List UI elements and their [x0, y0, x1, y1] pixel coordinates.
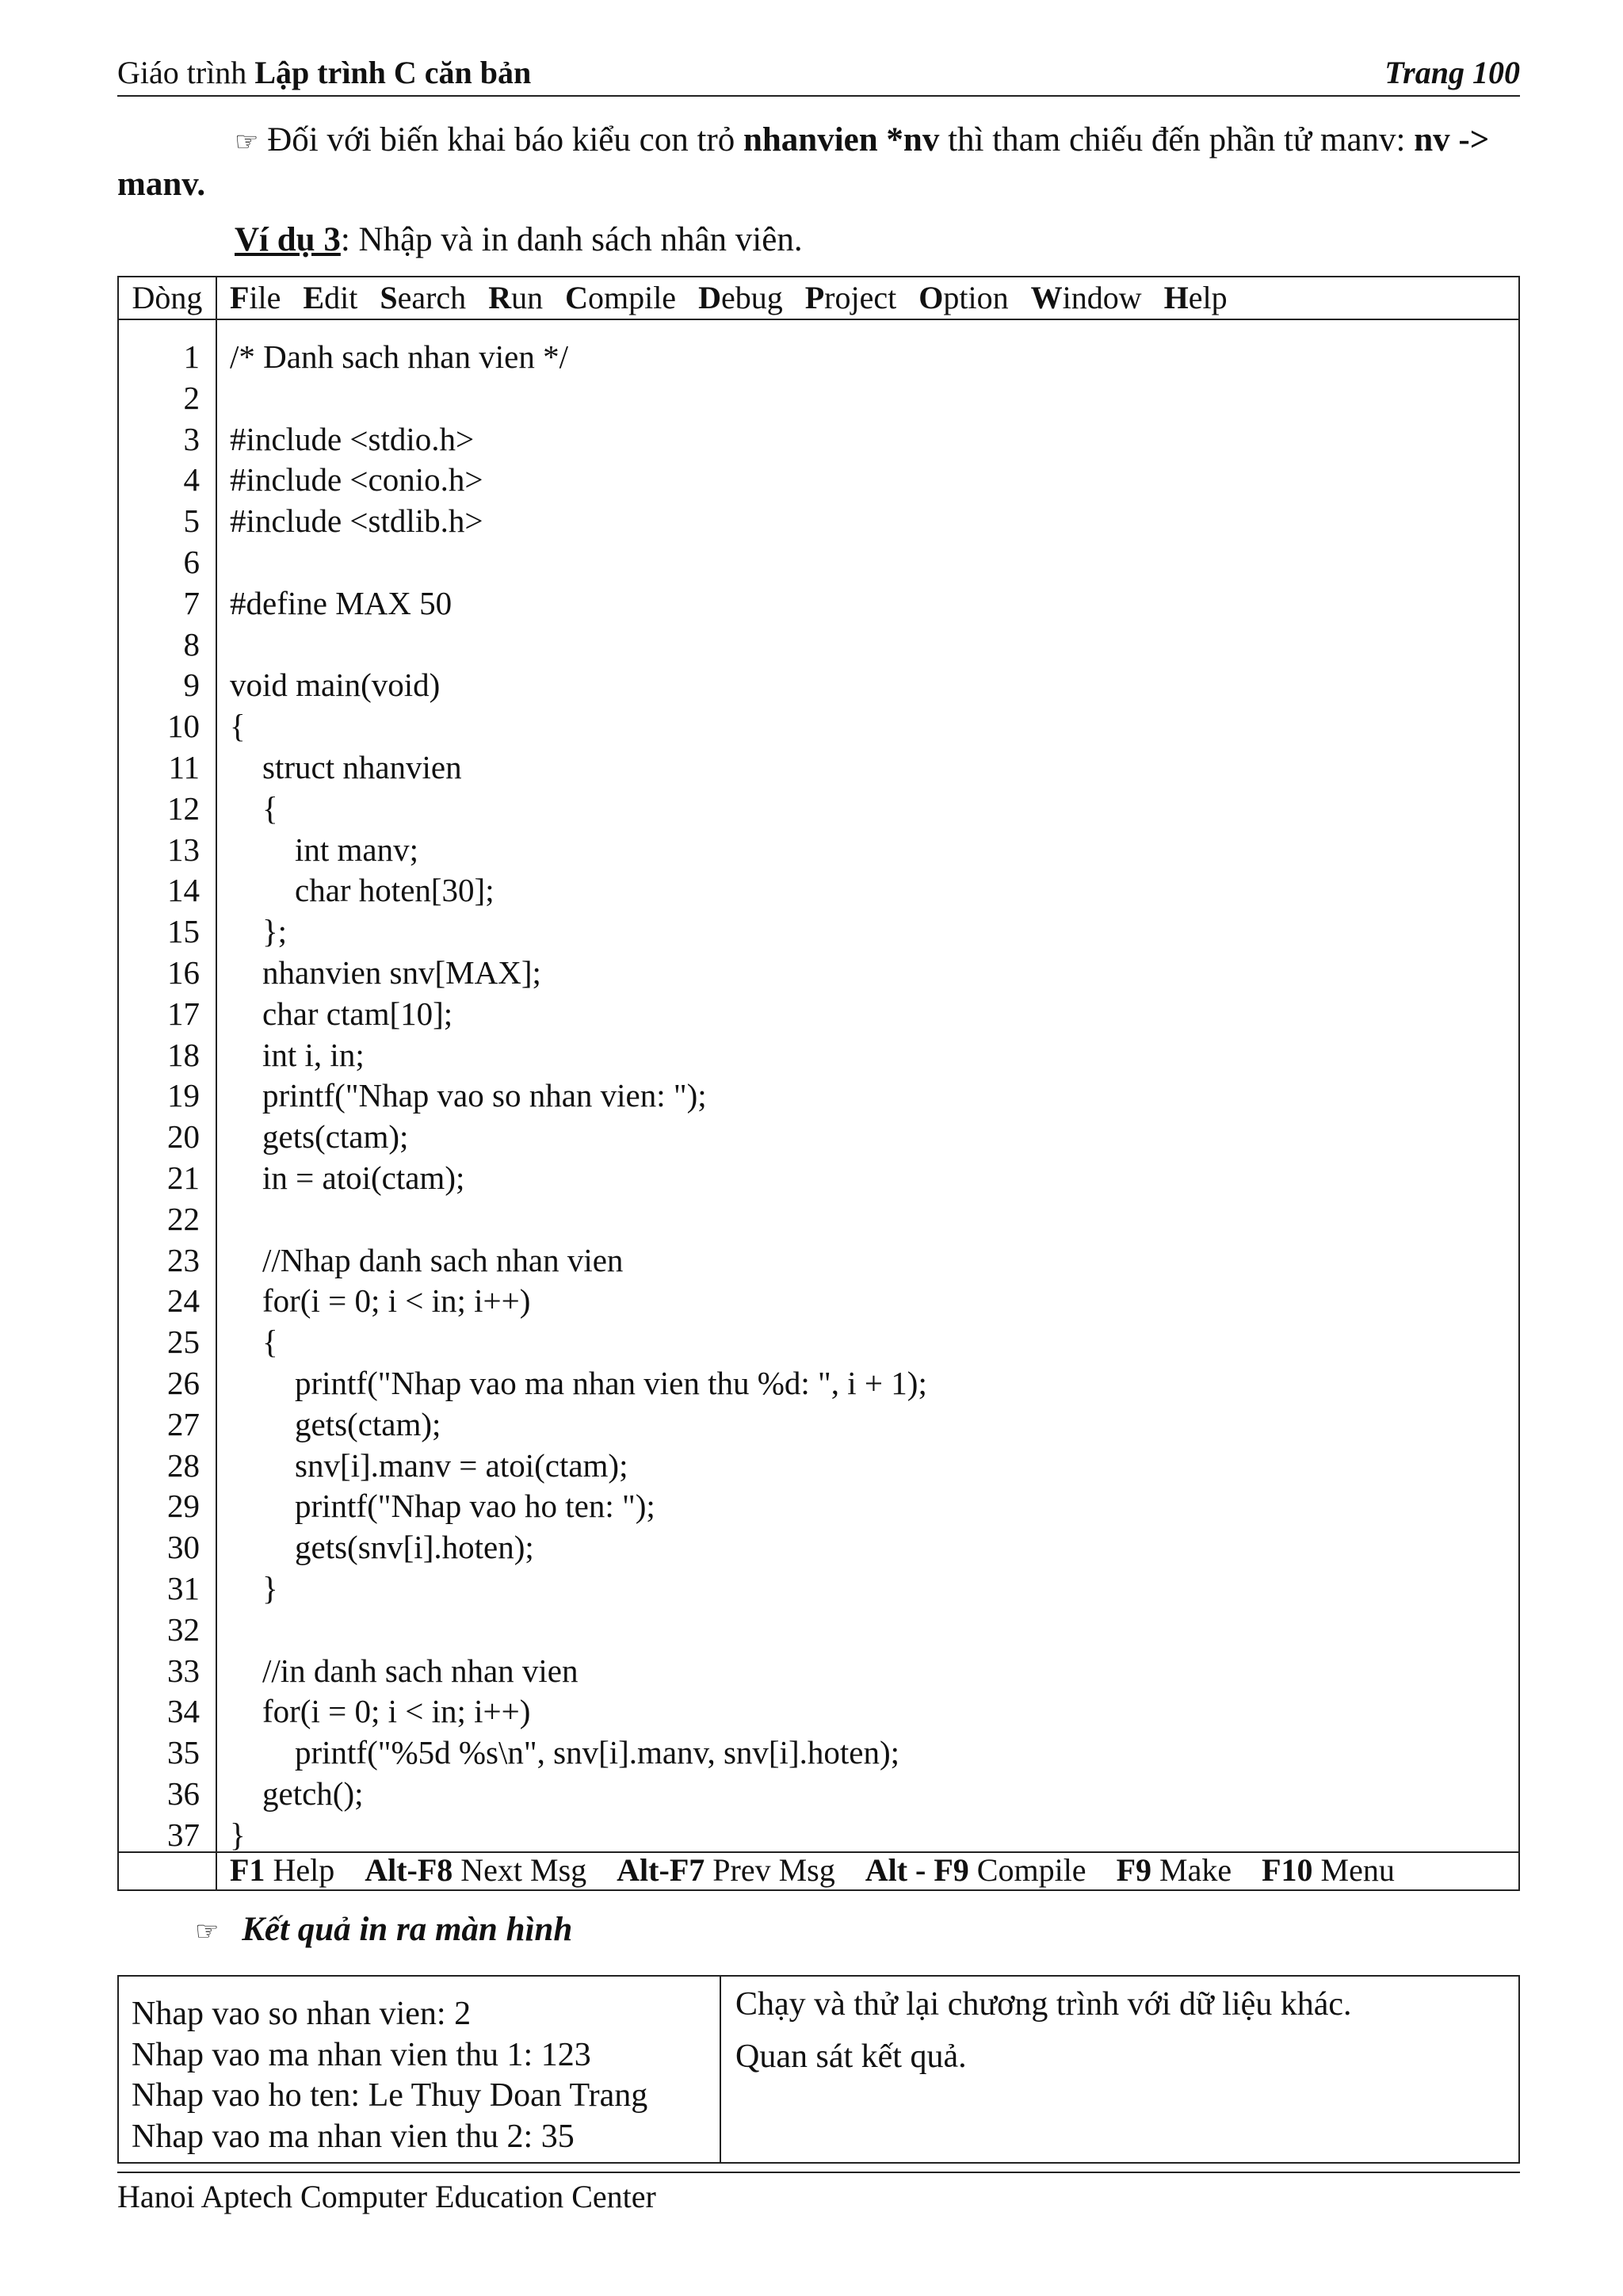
code-text: #include <conio.h>	[230, 461, 483, 499]
line-number: 3	[183, 420, 200, 457]
function-key-item[interactable]: F1 Help	[230, 1852, 335, 1888]
line-number: 34	[167, 1693, 200, 1730]
menu-item[interactable]: Option	[918, 280, 1009, 315]
line-number: 29	[167, 1488, 200, 1525]
line-number: 22	[167, 1200, 200, 1237]
line-number: 10	[167, 708, 200, 745]
code-line	[119, 583, 1518, 625]
line-number: 6	[183, 543, 200, 580]
line-number: 1	[183, 338, 200, 375]
line-number: 4	[183, 461, 200, 499]
code-line	[119, 1815, 1518, 1856]
code-line	[119, 1733, 1518, 1774]
line-number: 30	[167, 1529, 200, 1566]
function-key-item[interactable]: Alt-F8 Next Msg	[365, 1852, 587, 1888]
code-text: #define MAX 50	[230, 584, 453, 621]
function-key-bar	[119, 1851, 1518, 1889]
code-line	[119, 1691, 1518, 1733]
menu-item[interactable]: Project	[804, 280, 897, 315]
code-area	[119, 337, 1518, 1855]
line-number: 32	[167, 1610, 200, 1648]
result-title: ☞ Kết quả in ra màn hình	[195, 1911, 573, 1948]
code-line	[119, 830, 1518, 871]
code-text: };	[230, 913, 288, 950]
code-text: gets(snv[i].hoten);	[230, 1529, 534, 1566]
output-line: Nhap vao ho ten: Le Thuy Doan Trang	[132, 2077, 648, 2114]
line-number: 23	[167, 1241, 200, 1278]
line-number: 11	[168, 748, 200, 785]
code-line	[119, 460, 1518, 501]
menu-item[interactable]: File	[230, 280, 281, 315]
code-line	[119, 625, 1518, 666]
menubar-divider	[119, 319, 1518, 320]
code-line	[119, 1527, 1518, 1568]
code-line	[119, 1404, 1518, 1446]
function-key-item[interactable]: F10 Menu	[1262, 1852, 1395, 1888]
code-text: gets(ctam);	[230, 1405, 441, 1442]
code-line	[119, 789, 1518, 830]
function-key-item[interactable]: Alt-F7 Prev Msg	[617, 1852, 835, 1888]
code-line	[119, 706, 1518, 747]
code-line	[119, 1363, 1518, 1404]
menu-item[interactable]: Run	[488, 280, 544, 315]
line-number: 14	[167, 872, 200, 909]
code-line	[119, 665, 1518, 706]
line-number: 21	[167, 1159, 200, 1196]
line-number: 2	[183, 379, 200, 416]
code-line	[119, 1446, 1518, 1487]
line-number: 16	[167, 953, 200, 991]
code-line	[119, 1158, 1518, 1199]
code-line	[119, 1035, 1518, 1076]
line-number: 5	[183, 502, 200, 540]
code-line	[119, 747, 1518, 789]
line-number: 20	[167, 1118, 200, 1156]
code-text: in = atoi(ctam);	[230, 1159, 465, 1196]
code-text: getch();	[230, 1775, 364, 1812]
code-text: #include <stdio.h>	[230, 420, 475, 457]
pointing-hand-icon: ☞	[235, 126, 259, 158]
code-line	[119, 501, 1518, 542]
output-line: Nhap vao ma nhan vien thu 2: 35	[132, 2118, 575, 2155]
pointing-hand-icon: ☞	[195, 1916, 220, 1947]
code-line	[119, 1774, 1518, 1815]
code-text: printf("Nhap vao ma nhan vien thu %d: ", i + 1);	[230, 1364, 927, 1401]
line-number: 19	[167, 1077, 200, 1114]
code-text: for(i = 0; i < in; i++)	[230, 1693, 531, 1730]
code-line	[119, 1322, 1518, 1363]
code-line	[119, 870, 1518, 911]
program-output	[132, 1994, 647, 2157]
code-text: }	[230, 1569, 278, 1606]
page-footer: Hanoi Aptech Computer Education Center	[117, 2172, 1520, 2215]
code-text: //Nhap danh sach nhan vien	[230, 1241, 624, 1278]
code-line	[119, 994, 1518, 1035]
result-notes	[735, 1978, 1352, 2083]
result-table	[117, 1975, 1520, 2164]
line-number: 33	[167, 1652, 200, 1689]
code-line	[119, 1117, 1518, 1158]
line-number: 25	[167, 1324, 200, 1361]
line-column-header: Dòng	[132, 280, 203, 315]
code-line	[119, 911, 1518, 953]
pointer-note: ☞ Đối với biến khai báo kiểu con trỏ nhanvien *nv thì tham chiếu đến phần tử manv: nv -> manv.	[117, 121, 1490, 203]
line-number: 9	[183, 667, 200, 704]
code-text: char ctam[10];	[230, 995, 453, 1032]
ide-menu	[230, 277, 1250, 319]
line-number: 31	[167, 1569, 200, 1606]
code-line	[119, 1610, 1518, 1651]
code-line	[119, 542, 1518, 583]
line-number: 7	[183, 584, 200, 621]
menu-item[interactable]: Compile	[565, 280, 677, 315]
line-number: 28	[167, 1446, 200, 1484]
code-line	[119, 1240, 1518, 1282]
code-text: gets(ctam);	[230, 1118, 409, 1156]
line-number: 13	[167, 831, 200, 868]
line-number: 27	[167, 1405, 200, 1442]
result-note: Quan sát kết quả.	[735, 2038, 967, 2075]
code-text: }	[230, 1816, 246, 1853]
code-line	[119, 337, 1518, 378]
output-line: Nhap vao ma nhan vien thu 1: 123	[132, 2036, 591, 2073]
menu-item[interactable]: Help	[1163, 280, 1228, 315]
line-number: 18	[167, 1036, 200, 1073]
code-text: printf("Nhap vao so nhan vien: ");	[230, 1077, 707, 1114]
page-header	[117, 54, 1520, 97]
menu-item[interactable]: Edit	[303, 280, 358, 315]
code-text: nhanvien snv[MAX];	[230, 953, 541, 991]
line-number: 15	[167, 913, 200, 950]
ide-menubar	[119, 277, 1518, 319]
code-text: snv[i].manv = atoi(ctam);	[230, 1446, 628, 1484]
line-number: 12	[167, 789, 200, 827]
code-text: int i, in;	[230, 1036, 365, 1073]
code-text: struct nhanvien	[230, 748, 462, 785]
line-number: 17	[167, 995, 200, 1032]
code-listing-table	[117, 276, 1520, 1891]
result-note: Chạy và thử lại chương trình với dữ liệu khác.	[735, 1986, 1352, 2023]
code-text: /* Danh sach nhan vien */	[230, 338, 568, 375]
line-number: 37	[167, 1816, 200, 1853]
function-key-item[interactable]: Alt - F9 Compile	[865, 1852, 1086, 1888]
code-line	[119, 1486, 1518, 1527]
function-key-item[interactable]: F9 Make	[1116, 1852, 1232, 1888]
code-line	[119, 378, 1518, 419]
code-text: void main(void)	[230, 667, 441, 704]
code-line	[119, 1651, 1518, 1692]
code-text: {	[230, 789, 278, 827]
code-text: {	[230, 1324, 278, 1361]
line-number: 8	[183, 625, 200, 663]
code-line	[119, 1199, 1518, 1240]
result-divider	[720, 1977, 721, 2162]
code-text: {	[230, 708, 246, 745]
output-line: Nhap vao so nhan vien: 2	[132, 1996, 472, 2032]
code-text: for(i = 0; i < in; i++)	[230, 1282, 531, 1320]
code-text: printf("%5d %s\n", snv[i].manv, snv[i].hoten);	[230, 1734, 899, 1771]
code-text: #include <stdlib.h>	[230, 502, 483, 540]
menu-item[interactable]: Window	[1030, 280, 1142, 315]
line-number: 24	[167, 1282, 200, 1320]
example-heading: Ví dụ 3: Nhập và in danh sách nhân viên.	[235, 221, 803, 258]
code-text: int manv;	[230, 831, 419, 868]
line-number: 36	[167, 1775, 200, 1812]
book-title: Giáo trình Lập trình C căn bản	[117, 55, 532, 90]
page-number: Trang 100	[1384, 55, 1520, 90]
menu-item[interactable]: Debug	[698, 280, 783, 315]
line-number: 26	[167, 1364, 200, 1401]
code-line	[119, 1075, 1518, 1117]
menu-item[interactable]: Search	[380, 280, 467, 315]
line-number: 35	[167, 1734, 200, 1771]
code-line	[119, 1281, 1518, 1322]
code-text: printf("Nhap vao ho ten: ");	[230, 1488, 655, 1525]
code-text: //in danh sach nhan vien	[230, 1652, 579, 1689]
code-line	[119, 1568, 1518, 1610]
code-line	[119, 419, 1518, 460]
code-line	[119, 953, 1518, 994]
code-text: char hoten[30];	[230, 872, 495, 909]
